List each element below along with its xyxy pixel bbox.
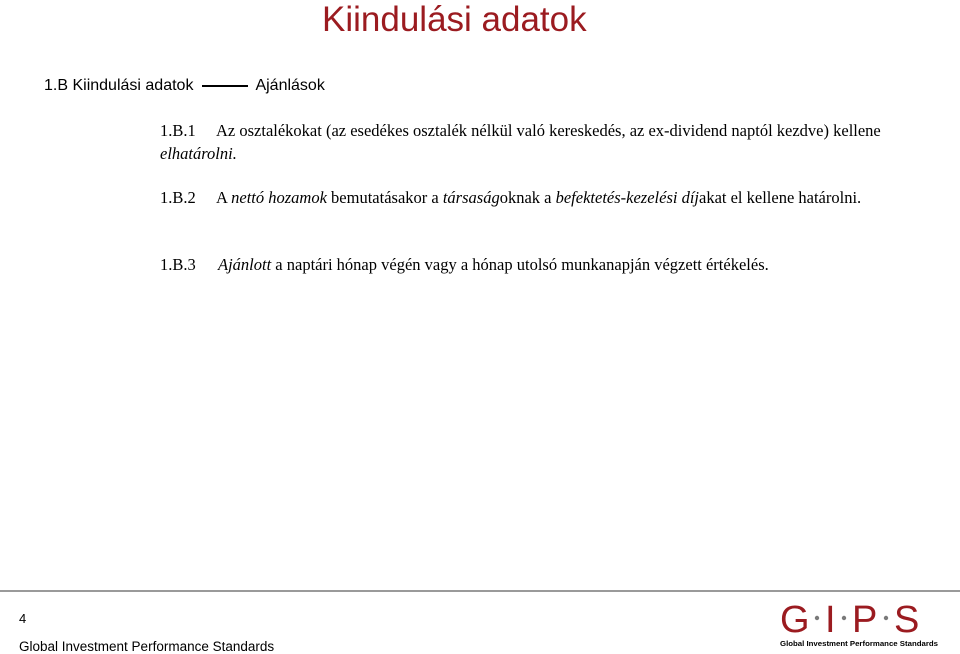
logo-tagline: Global Investment Performance Standards <box>780 639 938 648</box>
section-subtitle: Ajánlások <box>255 77 325 94</box>
paragraph-number: 1.B.2 <box>160 188 196 207</box>
paragraph-italic-term: Ajánlott <box>218 255 272 274</box>
logo-letter-g: G <box>780 599 810 641</box>
paragraph-italic-term: elhatárolni. <box>160 144 237 163</box>
em-dash <box>202 85 248 87</box>
paragraph-text: akat el kellene határolni. <box>699 188 862 207</box>
recommendation-1-b-3 <box>160 253 940 276</box>
recommendation-1-b-2 <box>160 186 940 209</box>
recommendation-1-b-1 <box>160 119 940 165</box>
paragraph-number: 1.B.3 <box>160 255 196 274</box>
section-name: Kiindulási adatok <box>72 77 194 94</box>
logo-dot <box>842 616 846 620</box>
logo-dot <box>815 616 819 620</box>
section-number: 1.B <box>44 77 69 94</box>
gips-logo <box>780 598 940 650</box>
paragraph-text: Az osztalékokat (az esedékes osztalék nélkül való kereskedés, az ex-dividend naptól kezdve) kellene <box>216 121 881 140</box>
paragraph-text: A <box>216 188 232 207</box>
logo-dot <box>884 616 888 620</box>
paragraph-text: oknak a <box>499 188 556 207</box>
section-heading <box>44 76 325 96</box>
paragraph-italic-term: befektetés-kezelési díj <box>555 188 699 207</box>
paragraph-italic-term: társaság <box>442 188 500 207</box>
footer-divider <box>0 590 960 592</box>
paragraph-number: 1.B.1 <box>160 121 196 140</box>
paragraph-text: a naptári hónap végén vagy a hónap utolsó munkanapján végzett értékelés. <box>271 255 769 274</box>
paragraph-text: bemutatásakor a <box>326 188 443 207</box>
page-title: Kiindulási adatok <box>322 0 587 39</box>
logo-letter-p: P <box>852 599 878 641</box>
footer-org-name: Global Investment Performance Standards <box>19 639 275 654</box>
logo-letter-s: S <box>894 599 920 641</box>
paragraph-italic-term: nettó hozamok <box>231 188 327 207</box>
page-number: 4 <box>19 611 27 626</box>
logo-letter-i: I <box>825 599 836 641</box>
